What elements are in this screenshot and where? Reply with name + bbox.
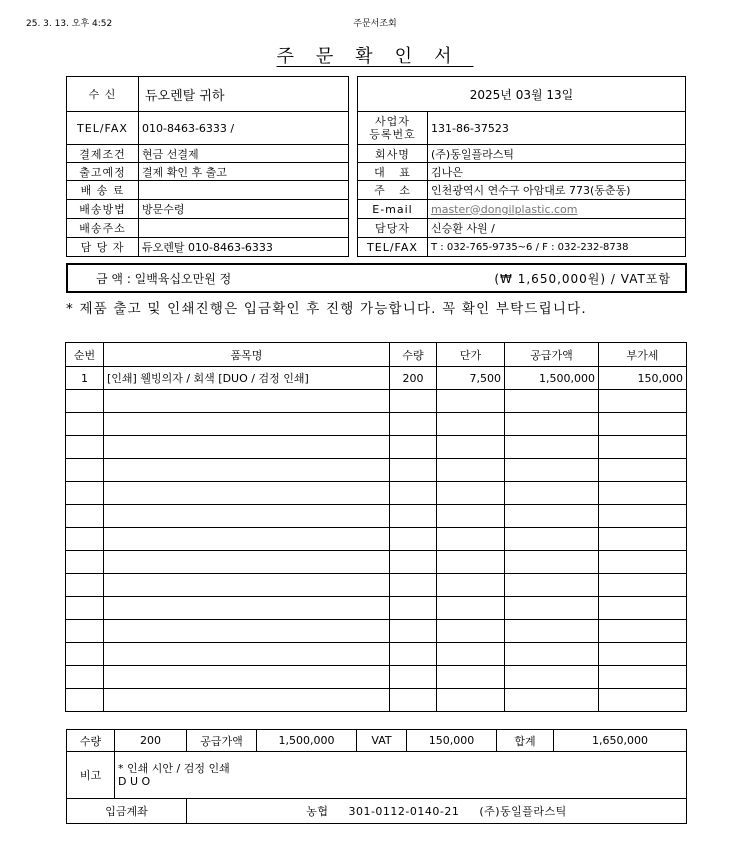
total-vat-label: VAT (357, 730, 407, 752)
company-name-value: (주)동일플라스틱 (428, 145, 686, 163)
email-link[interactable]: master@dongilplastic.com (428, 200, 686, 219)
header-supply: 공급가액 (505, 343, 599, 367)
empty-row (66, 436, 687, 459)
header-qty: 수량 (390, 343, 437, 367)
remarks-line-1: * 인쇄 시안 / 검정 인쇄 (118, 762, 230, 775)
empty-row (66, 643, 687, 666)
shipping-method-label: 배송방법 (67, 200, 139, 219)
notice-text: * 제품 출고 및 인쇄진행은 입금확인 후 진행 가능합니다. 꼭 확인 부탁드립니다. (66, 301, 587, 317)
header-name: 품목명 (104, 343, 390, 367)
grand-total-value: 1,650,000 (554, 730, 687, 752)
empty-row (66, 620, 687, 643)
amount-korean: 금 액 : 일백육십오만원 정 (96, 272, 232, 286)
address-value: 인천광역시 연수구 아암대로 773(동춘동) (428, 181, 686, 200)
contact-person-label: 담 당 자 (67, 238, 139, 257)
empty-row (66, 597, 687, 620)
company-tel-fax-label: TEL/FAX (358, 238, 428, 257)
grand-total-label: 합계 (497, 730, 554, 752)
tel-fax-label: TEL/FAX (67, 112, 139, 145)
shipping-fee-label: 배 송 료 (67, 181, 139, 200)
remarks-content (115, 752, 687, 799)
empty-row (66, 528, 687, 551)
print-datetime: 25. 3. 13. 오후 4:52 (26, 19, 113, 29)
deposit-bank: 농협 (306, 805, 329, 818)
contact-person-value: 듀오렌탈 010-8463-6333 (139, 238, 349, 257)
total-qty-value: 200 (115, 730, 187, 752)
shipping-address-value (139, 219, 349, 238)
print-page-title: 주문서조회 (353, 19, 397, 29)
payment-terms-label: 결제조건 (67, 145, 139, 163)
amount-numeric: (₩ 1,650,000원) / VAT포함 (494, 272, 671, 286)
recipient-label: 수 신 (67, 77, 139, 112)
empty-row (66, 390, 687, 413)
item-price: 7,500 (437, 367, 505, 390)
deposit-account (187, 799, 687, 824)
company-name-label: 회사명 (358, 145, 428, 163)
recipient-info-table (66, 76, 349, 257)
item-no: 1 (66, 367, 104, 390)
business-number-value: 131-86-37523 (428, 112, 686, 145)
empty-row (66, 666, 687, 689)
manager-label: 담당자 (358, 219, 428, 238)
ceo-label: 대 표 (358, 163, 428, 181)
empty-row (66, 505, 687, 528)
deposit-holder: (주)동일플라스틱 (479, 805, 567, 818)
header-vat: 부가세 (599, 343, 687, 367)
company-tel-fax-value: T : 032-765-9735~6 / F : 032-232-8738 (428, 238, 686, 257)
document-date: 2025년 03월 13일 (358, 77, 686, 112)
empty-row (66, 482, 687, 505)
table-row (66, 367, 687, 390)
header-no: 순번 (66, 343, 104, 367)
deposit-account-number: 301-0112-0140-21 (348, 805, 460, 818)
empty-row (66, 689, 687, 712)
items-table (65, 342, 687, 712)
item-supply: 1,500,000 (505, 367, 599, 390)
shipping-schedule-label: 출고예정 (67, 163, 139, 181)
total-supply-label: 공급가액 (187, 730, 257, 752)
total-supply-value: 1,500,000 (257, 730, 357, 752)
empty-row (66, 551, 687, 574)
shipping-address-label: 배송주소 (67, 219, 139, 238)
address-label: 주 소 (358, 181, 428, 200)
email-label: E-mail (358, 200, 428, 219)
empty-row (66, 413, 687, 436)
remarks-label: 비고 (67, 752, 115, 799)
ceo-value: 김나은 (428, 163, 686, 181)
shipping-fee-value (139, 181, 349, 200)
total-vat-value: 150,000 (407, 730, 497, 752)
item-vat: 150,000 (599, 367, 687, 390)
recipient-value: 듀오렌탈 귀하 (139, 77, 349, 112)
remarks-line-2: D U O (118, 775, 151, 788)
manager-value: 신승환 사원 / (428, 219, 686, 238)
tel-fax-value: 010-8463-6333 / (139, 112, 349, 145)
item-name: [인쇄] 웰빙의자 / 회색 [DUO / 검정 인쇄] (104, 367, 390, 390)
deposit-label: 입금계좌 (67, 799, 187, 824)
empty-row (66, 574, 687, 597)
shipping-method-value: 방문수령 (139, 200, 349, 219)
items-header-row (66, 343, 687, 367)
shipping-schedule-value: 결제 확인 후 출고 (139, 163, 349, 181)
empty-row (66, 459, 687, 482)
document-title: 주문확인서 (276, 46, 474, 67)
total-qty-label: 수량 (67, 730, 115, 752)
header-price: 단가 (437, 343, 505, 367)
supplier-info-table (357, 76, 686, 257)
total-amount-box (66, 263, 687, 293)
business-number-label: 사업자 등록번호 (358, 112, 428, 145)
payment-terms-value: 현금 선결제 (139, 145, 349, 163)
summary-table (66, 729, 687, 824)
item-qty: 200 (390, 367, 437, 390)
